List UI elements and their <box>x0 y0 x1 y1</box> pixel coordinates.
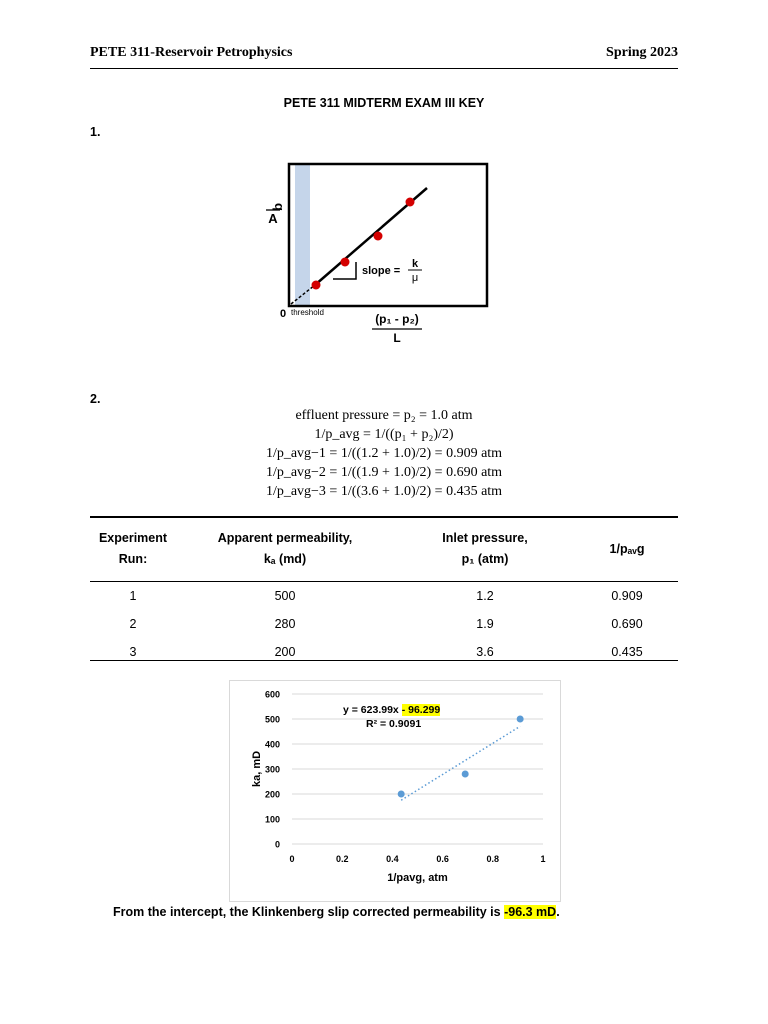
y-tick-label: 100 <box>264 814 280 825</box>
equation-lhs: 1/p_avg−3 = <box>265 484 341 499</box>
x-label-top: (p₁ - p₂) <box>375 312 419 326</box>
equation-rhs: 1/((1.2 + 1.0)/2) = 0.909 atm <box>340 446 503 461</box>
cell-inv-pavg: 0.435 <box>611 645 643 659</box>
equation-run-2 <box>0 465 768 481</box>
col-header-inv-pavg: 1/pₐᵥg <box>609 541 645 556</box>
y-tick-label: 300 <box>264 764 280 775</box>
trendline <box>401 726 520 800</box>
y-tick-label: 400 <box>264 739 280 750</box>
y-tick-label: 0 <box>274 839 280 850</box>
x-tick-label: 0.6 <box>436 854 449 864</box>
x-tick-label: 0 <box>289 854 295 864</box>
table-bottom-rule <box>90 660 678 661</box>
cell-p1: 3.6 <box>476 645 494 659</box>
y-label-top: q <box>272 203 287 211</box>
cell-run: 3 <box>129 645 137 659</box>
x-tick-label: 1 <box>540 854 546 864</box>
equation-lhs: 1/p_avg−1 = <box>265 446 341 461</box>
equation-rhs: 1/((p₁ + p₂)/2) <box>374 427 454 442</box>
equation-lhs: 1/p_avg = <box>314 427 375 442</box>
data-point <box>406 198 415 207</box>
data-point <box>398 791 405 798</box>
conclusion-text: From the intercept, the Klinkenberg slip corrected permeability is -96.3 mD. <box>113 905 560 919</box>
r-squared-label: R² = 0.9091 <box>366 718 422 730</box>
conclusion-highlight: -96.3 mD <box>504 905 557 919</box>
x-tick-label: 0.8 <box>486 854 500 864</box>
col-header-ka: Apparent permeability, kₐ (md) <box>217 531 353 566</box>
cell-run: 1 <box>129 589 137 603</box>
table-header-row <box>90 520 678 578</box>
y-label-bottom: A <box>268 211 278 226</box>
table-top-rule <box>90 516 678 518</box>
trendline-equation: y = 623.99x - 96.299 <box>343 704 441 716</box>
cell-ka: 280 <box>274 617 296 631</box>
table-row <box>90 638 678 666</box>
cell-inv-pavg: 0.909 <box>611 589 643 603</box>
intercept-highlight: - 96.299 <box>401 704 441 716</box>
table-row <box>90 610 678 638</box>
data-point <box>462 771 469 778</box>
data-point <box>312 281 321 290</box>
equation-lhs: effluent pressure = p₂ = <box>295 408 431 423</box>
slope-numerator: k <box>411 258 419 270</box>
equation-lhs: 1/p_avg−2 = <box>265 465 341 480</box>
header-term: Spring 2023 <box>606 45 678 60</box>
darcy-diagram <box>255 155 500 350</box>
x-tick-label: 0.2 <box>335 854 349 864</box>
permeability-table <box>90 520 678 666</box>
x-tick-label: 0.4 <box>386 854 399 864</box>
equation-rhs: 1/((1.9 + 1.0)/2) = 0.690 atm <box>340 465 503 480</box>
data-point <box>517 716 524 723</box>
cell-run: 2 <box>129 617 137 631</box>
equation-run-1 <box>0 446 768 462</box>
equation-rhs: 1/((3.6 + 1.0)/2) = 0.435 atm <box>340 484 503 499</box>
cell-p1: 1.9 <box>476 617 494 631</box>
page-title: PETE 311 MIDTERM EXAM III KEY <box>283 96 485 110</box>
x-label-bottom: L <box>393 331 401 345</box>
x-axis-label: 1/pavg, atm <box>387 872 448 884</box>
y-axis-label: ka, mD <box>251 750 263 788</box>
slope-label: slope = <box>362 265 401 277</box>
origin-label: 0 <box>280 308 287 320</box>
threshold-label: threshold <box>291 308 324 317</box>
equation-rhs: 1.0 atm <box>430 408 473 423</box>
question-2-number: 2. <box>90 392 101 406</box>
cell-inv-pavg: 0.690 <box>611 617 643 631</box>
header-course: PETE 311-Reservoir Petrophysics <box>90 45 293 60</box>
col-header-p1: Inlet pressure, p₁ (atm) <box>442 531 528 566</box>
question-1-number: 1. <box>90 125 101 139</box>
y-tick-label: 600 <box>264 689 280 700</box>
cell-ka: 200 <box>274 645 296 659</box>
slope-denominator: μ <box>411 272 419 284</box>
cell-ka: 500 <box>274 589 296 603</box>
col-header-run: Experiment Run: <box>98 531 168 566</box>
equation-pavg <box>0 427 768 443</box>
data-point <box>341 258 350 267</box>
y-tick-label: 200 <box>264 789 280 800</box>
header-rule <box>90 68 678 69</box>
table-row <box>90 582 678 611</box>
equation-run-3 <box>0 484 768 500</box>
data-point <box>374 232 383 241</box>
threshold-band <box>295 165 310 305</box>
y-tick-label: 500 <box>264 714 280 725</box>
cell-p1: 1.2 <box>476 589 494 603</box>
equation-effluent <box>0 408 768 424</box>
